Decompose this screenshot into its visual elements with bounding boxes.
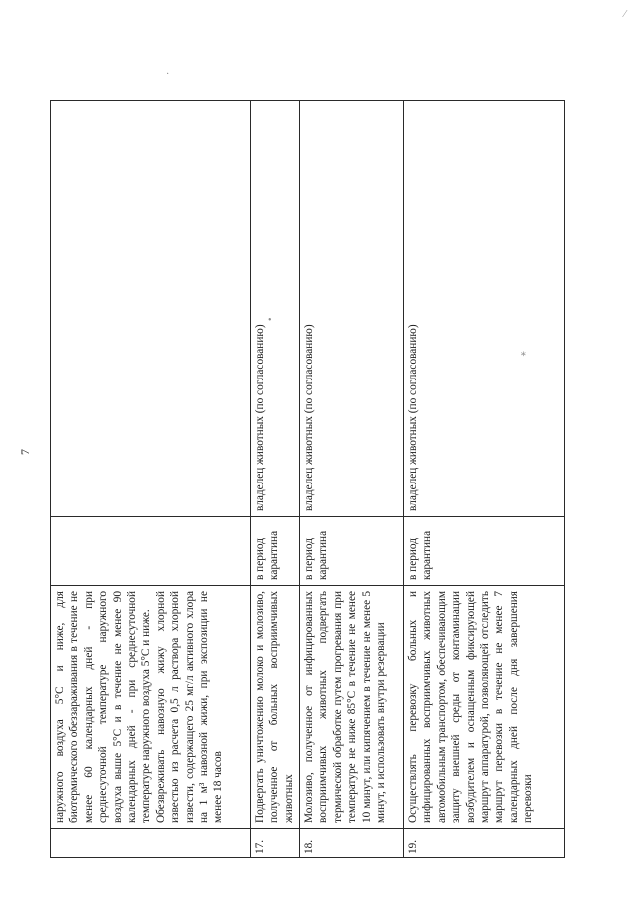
measure-text: Осуществлять перевозку больных и инфицированных восприимчивых животных автомобильным транспортом, обеспечивающим защиту внешней среды от контаминации возбудителем и оснащенным фиксирующей маршрут аппаратурой, позволяющей отследить маршрут перевозки в течение не менее 7 календарных дней после дня завершения перевозки xyxy=(407,591,535,823)
term-cell: в период карантина xyxy=(300,517,404,586)
responsible-cell: владелец животных (по согласованию) xyxy=(300,101,404,517)
measure-text: Обезвреживать навозную жижу хлорной известью из расчета 0,5 л раствора хлорной извести, содержащего 25 мг/л активного хлора на 1 м³ навозной жижи, при экспозиции не менее 18 часов xyxy=(154,591,225,823)
scan-speck: • xyxy=(268,315,272,326)
measure-cell xyxy=(51,586,251,829)
measure-text: Молозиво, полученное от инфицированных восприимчивых животных подвергать термической обработке путем прогревания при температуре не ниже 85°С в течение не менее 10 минут, или кипячением в течение не менее 5 минут, и использовать внутри резервации xyxy=(303,591,388,823)
measure-cell xyxy=(404,586,565,829)
measure-cell xyxy=(251,586,300,829)
table-row-19 xyxy=(404,101,565,858)
table-row-18 xyxy=(300,101,404,858)
responsible-cell: владелец животных (по согласованию) xyxy=(404,101,565,517)
measures-table-sheet xyxy=(50,100,564,858)
measure-text: Подвергать уничтожению молоко и молозиво, полученное от больных восприимчивых животных xyxy=(254,591,295,823)
scan-speck: · xyxy=(166,69,170,80)
measure-text: наружного воздуха 5°С и ниже, для биотермического обеззараживания в течение не менее 60 календарных дней - при среднесуточной температуре наружного воздуха выше 5°С и в течение не менее 90 календарных дней - при среднесуточной температуре наружного воздуха 5°С и ниже. xyxy=(54,591,153,823)
row-number xyxy=(51,829,251,858)
measure-cell xyxy=(300,586,404,829)
responsible-cell: владелец животных (по согласованию) xyxy=(251,101,300,517)
row-number: 18. xyxy=(300,829,404,858)
row-number: 17. xyxy=(251,829,300,858)
page-number: 7 xyxy=(18,449,32,455)
scan-edge-mark: ⁄ xyxy=(624,9,626,20)
row-number: 19. xyxy=(404,829,565,858)
table-row-16-continuation xyxy=(51,101,251,858)
table-row-17 xyxy=(251,101,300,858)
term-cell: в период карантина xyxy=(251,517,300,586)
term-cell xyxy=(51,517,251,586)
term-cell: в период карантина xyxy=(404,517,565,586)
measures-table xyxy=(50,100,565,858)
responsible-cell xyxy=(51,101,251,517)
scan-speck: ∗ xyxy=(520,349,527,360)
